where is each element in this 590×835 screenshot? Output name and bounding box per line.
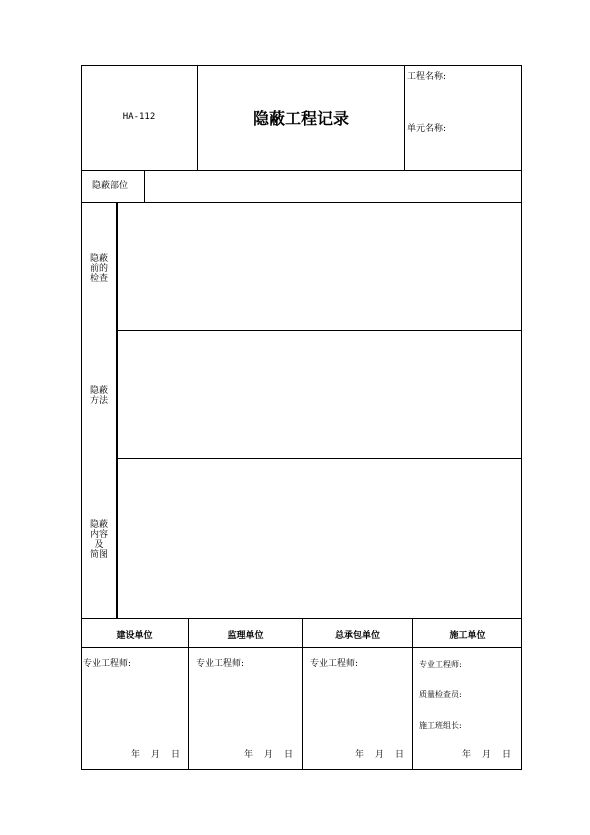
builder-signature-area[interactable] [414,649,521,768]
divider [117,458,522,459]
divider [81,202,522,203]
engineer-label: 专业工程师: [196,659,245,669]
project-name-label: 工程名称: [407,72,447,82]
divider [81,170,522,171]
form-title: 隐蔽工程记录 [252,109,349,128]
supervision-signature-area[interactable] [190,649,301,768]
pre-check-area[interactable] [119,204,520,329]
hidden-location-label: 隐蔽部位 [92,181,129,191]
general-contractor-header: 总承包单位 [334,631,380,641]
hidden-location-field[interactable] [146,172,520,201]
supervision-unit-header: 监理单位 [227,631,264,641]
engineer-label: 专业工程师: [310,659,359,669]
team-leader-label: 施工班组长: [419,721,462,730]
engineer-label: 专业工程师: [83,659,132,669]
content-area[interactable] [119,460,520,617]
project-name-field[interactable] [450,68,518,86]
method-area[interactable] [119,332,520,457]
divider [404,65,405,171]
unit-name-field[interactable] [450,120,518,138]
divider [116,202,118,619]
contractor-signature-area[interactable] [304,649,411,768]
divider [117,330,522,331]
construction-unit-header: 建设单位 [116,631,153,641]
quality-inspector-label: 质量检查员: [419,690,462,699]
unit-name-label: 单元名称: [407,124,447,134]
divider [144,170,145,203]
construction-signature-area[interactable] [82,649,187,768]
builder-unit-header: 施工单位 [449,631,486,641]
engineer-label: 专业工程师: [419,660,462,669]
form-code: HA-112 [122,112,156,122]
